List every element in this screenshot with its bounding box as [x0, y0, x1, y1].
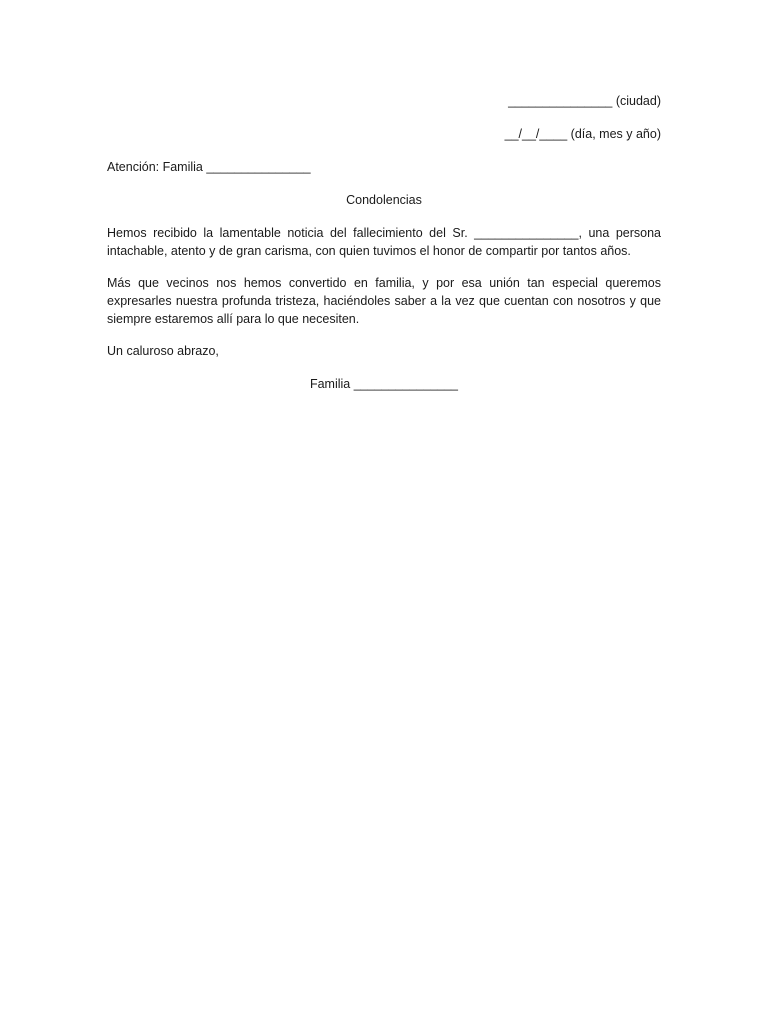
paragraph-1	[107, 224, 661, 260]
attention-line: Atención: Familia _______________	[107, 160, 311, 174]
paragraph-2-line-1: Más que vecinos nos hemos convertido en familia, y por esa unión tan especial queremos	[107, 276, 661, 290]
paragraph-2-line-3: siempre estaremos allí para lo que necesiten.	[107, 312, 360, 326]
paragraph-2	[107, 274, 661, 328]
paragraph-2-line-2: expresarles nuestra profunda tristeza, haciéndoles saber a la vez que cuentan con nosotros y que	[107, 294, 661, 308]
letter-title: Condolencias	[346, 193, 422, 207]
signature-line: Familia _______________	[309, 377, 459, 391]
paragraph-1-line-2: intachable, atento y de gran carisma, con quien tuvimos el honor de compartir por tantos años.	[107, 244, 631, 258]
closing-line: Un caluroso abrazo,	[107, 344, 219, 358]
date-line: __/__/____ (día, mes y año)	[504, 127, 661, 141]
paragraph-1-line-1: Hemos recibido la lamentable noticia del fallecimiento del Sr. _______________, una persona	[107, 226, 661, 240]
city-line: _______________ (ciudad)	[508, 94, 661, 108]
